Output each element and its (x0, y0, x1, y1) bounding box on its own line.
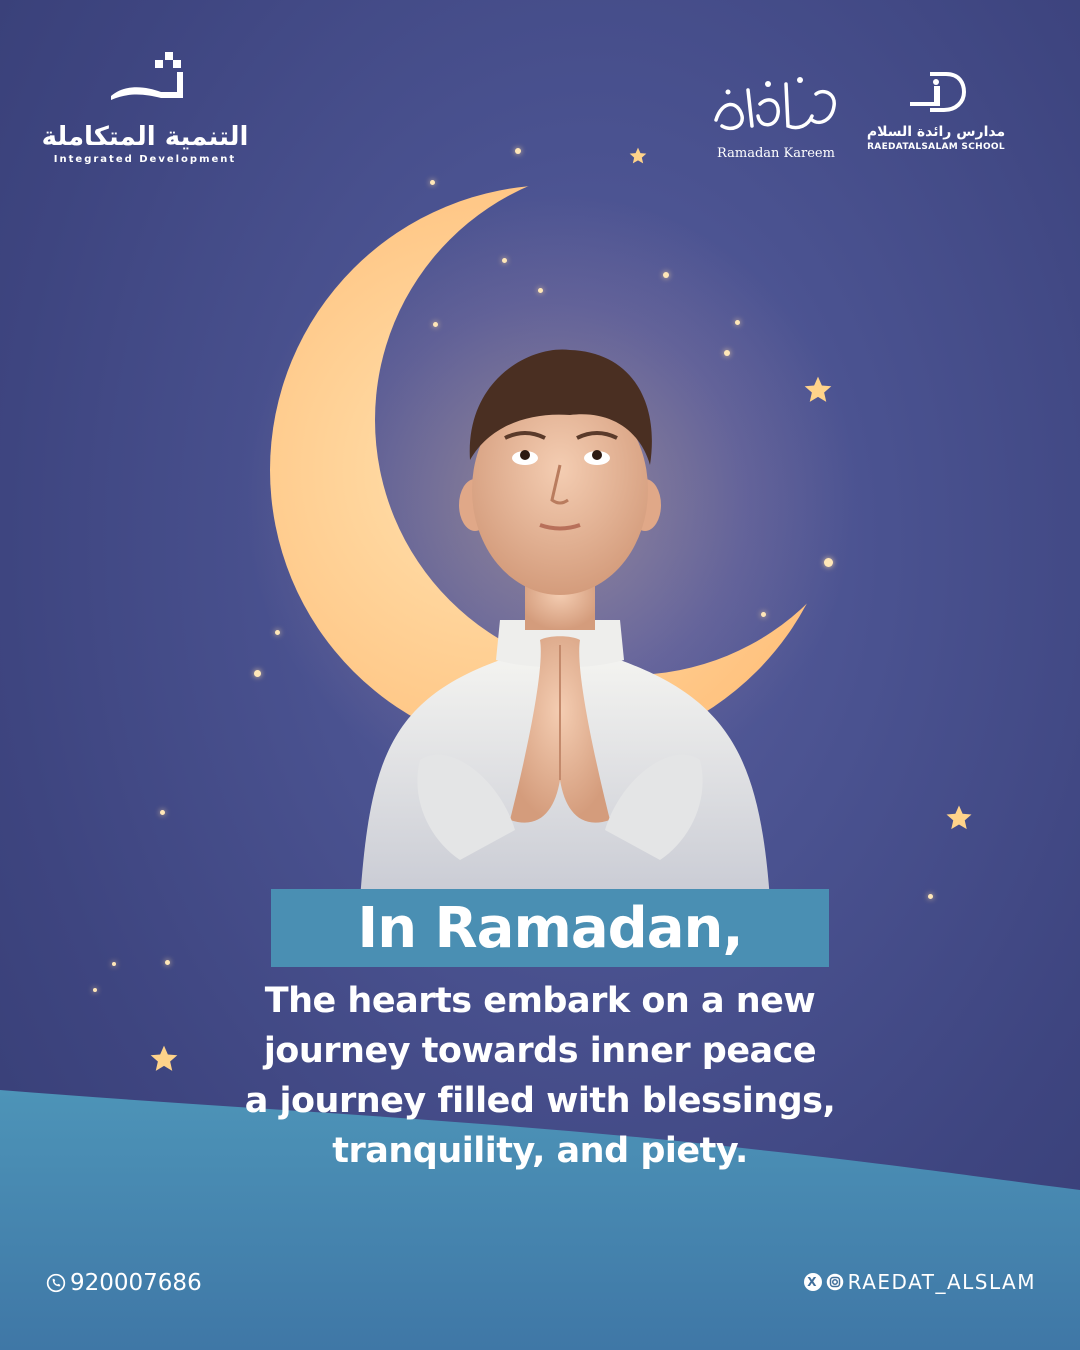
star-dot (735, 320, 740, 325)
ramadan-kareem-logo (706, 70, 846, 161)
phone-number: 920007686 (70, 1270, 202, 1296)
headline: In Ramadan, (357, 895, 743, 961)
phone-icon (46, 1273, 66, 1293)
star-icon (802, 374, 834, 406)
ramadan-calligraphy-icon (708, 70, 844, 140)
instagram-icon[interactable] (826, 1273, 844, 1291)
body-text (200, 976, 880, 1176)
star-icon (628, 146, 648, 166)
body-line: tranquility, and piety. (332, 1131, 748, 1171)
body-line: The hearts embark on a new (264, 981, 816, 1021)
star-dot (433, 322, 438, 327)
star-dot (515, 148, 521, 154)
x-icon[interactable]: X (804, 1273, 822, 1291)
star-dot (275, 630, 280, 635)
star-icon (148, 1043, 180, 1075)
school-logo-arabic: مدارس رائدة السلام (866, 124, 1006, 140)
star-icon (944, 803, 974, 833)
star-dot (430, 180, 435, 185)
ramadan-logo-english: Ramadan Kareem (717, 146, 835, 161)
star-dot (538, 288, 543, 293)
social-handle: RAEDAT_ALSLAM (847, 1270, 1036, 1294)
star-dot (160, 810, 165, 815)
headline-banner (271, 889, 829, 967)
star-dot (663, 272, 669, 278)
star-dot (502, 258, 507, 263)
logo-mark-icon (105, 48, 185, 104)
school-mark-icon (906, 70, 966, 114)
star-dot (824, 558, 833, 567)
body-line: a journey filled with blessings, (244, 1081, 836, 1121)
praying-boy-illustration (340, 340, 780, 900)
left-logo-arabic: التنمية المتكاملة (41, 122, 249, 152)
raedat-alsalam-school-logo (866, 70, 1006, 152)
star-dot (254, 670, 261, 677)
body-line: journey towards inner peace (263, 1031, 817, 1071)
phone-contact[interactable] (46, 1270, 202, 1296)
left-logo-english: Integrated Development (53, 154, 237, 165)
school-logo-english: RAEDATALSALAM SCHOOL (867, 142, 1005, 152)
integrated-development-logo (40, 48, 250, 165)
star-dot (165, 960, 170, 965)
star-dot (112, 962, 116, 966)
star-dot (93, 988, 97, 992)
social-contact[interactable] (804, 1270, 1036, 1294)
star-dot (928, 894, 933, 899)
